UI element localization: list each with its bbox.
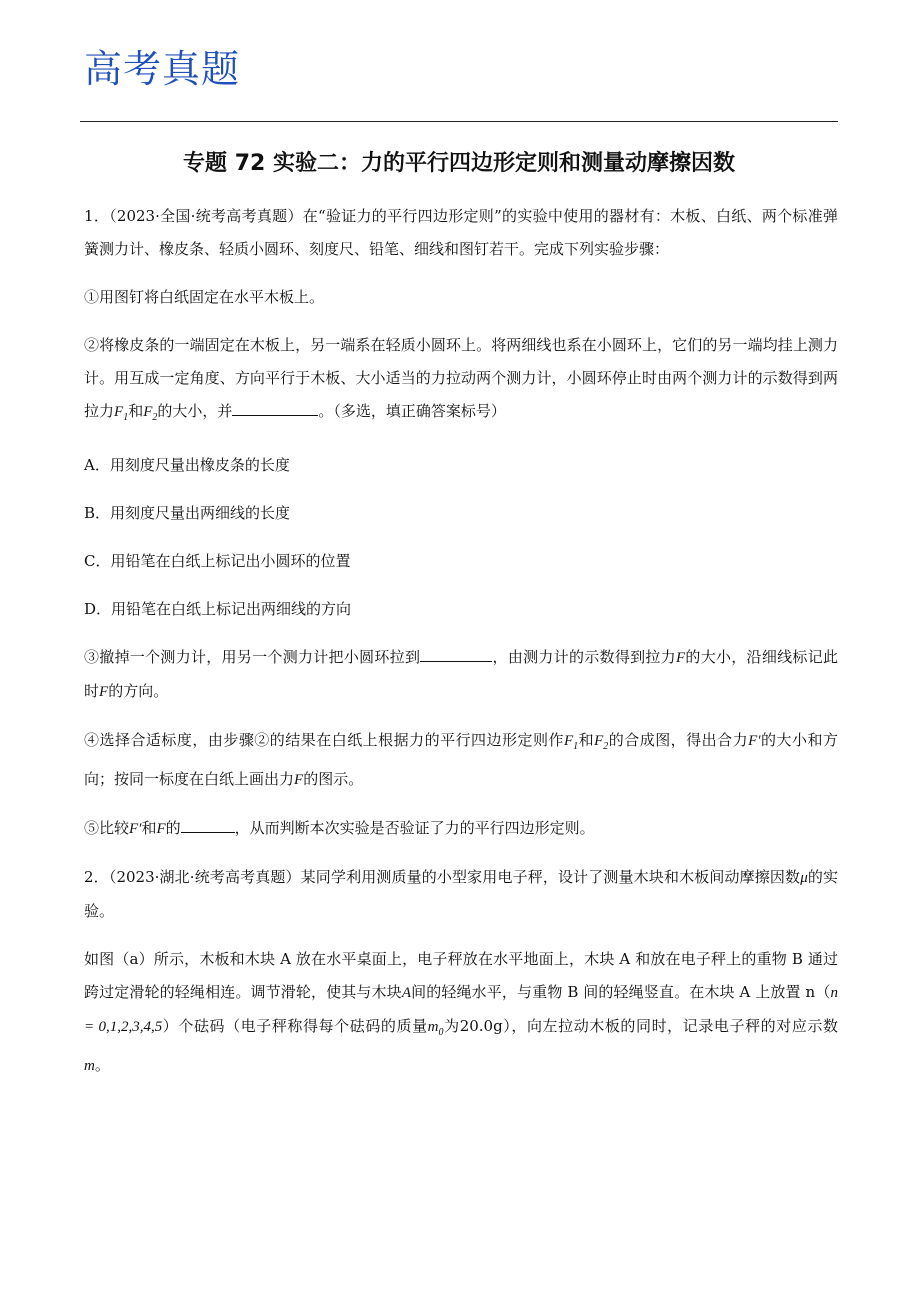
symbol-f: F	[156, 821, 166, 837]
q1-step3-text-a: ③撤掉一个测力计，用另一个测力计把小圆环拉到	[84, 648, 421, 666]
document-body	[84, 200, 838, 1098]
option-c: C．用铅笔在白纸上标记出小圆环的位置	[84, 552, 351, 570]
q1-step5-text-c: ，从而判断本次实验是否验证了力的平行四边形定则。	[234, 819, 595, 837]
q2-intro-text-a: 2．（2023·湖北·统考高考真题）某同学利用测质量的小型家用电子秤，设计了测量木块和木板间动摩擦因数	[84, 868, 801, 886]
q2-para-text-c: ）个砝码（电子秤称得每个砝码的质量	[162, 1017, 428, 1035]
answer-blank-1[interactable]	[232, 399, 318, 416]
brand-title: 高考真题	[84, 47, 241, 91]
option-d: D．用铅笔在白纸上标记出两细线的方向	[84, 600, 352, 618]
q1-step2-text-c: 。（多选，填正确答案标号）	[318, 402, 506, 420]
q1-step3	[84, 641, 838, 709]
q1-step2-text-b: 的大小，并	[157, 402, 233, 420]
q1-step5	[84, 812, 838, 846]
q1-step4-text-b: 的合成图，得出合力	[608, 731, 749, 749]
page-title: 专题 72 实验二：力的平行四边形定则和测量动摩擦因数	[183, 151, 735, 176]
symbol-f: F	[294, 772, 304, 788]
option-a: A．用刻度尺量出橡皮条的长度	[84, 456, 290, 474]
q1-step5-text-b: 的	[165, 819, 181, 837]
q1-step5-and: 和	[141, 819, 157, 837]
mass-value: 20.0g	[459, 1017, 503, 1035]
symbol-f1: $F_1$	[563, 733, 579, 752]
option-b: B．用刻度尺量出两细线的长度	[84, 504, 291, 522]
q1-step2-and: 和	[128, 402, 144, 420]
q1-step4	[84, 724, 838, 797]
q1-intro: 1．（2023·全国·统考高考真题）在“验证力的平行四边形定则”的实验中使用的器材有：木板、白纸、两个标准弹簧测力计、橡皮条、轻质小圆环、刻度尺、铅笔、细线和图钉若干。完成下列实验步骤：	[84, 207, 838, 258]
q1-step4-text-d: 的图示。	[303, 770, 364, 788]
q2-intro-text-b: 的实验。	[84, 868, 838, 920]
q1-step2	[84, 329, 838, 434]
q2-para-text-b: 间的轻绳水平，与重物 B 间的轻绳竖直。在木块 A 上放置 n（	[410, 983, 831, 1001]
symbol-n-set: n = 0,1,2,3,4,5	[84, 985, 838, 1035]
q1-step1: ①用图钉将白纸固定在水平木板上。	[84, 288, 325, 306]
symbol-f-prime: F′	[129, 821, 142, 837]
q1-step3-text-c: 的大小，沿细线标记此时	[84, 648, 838, 700]
symbol-f-prime: F′	[748, 733, 761, 749]
symbol-f2: $F_2$	[594, 733, 609, 752]
q1-step4-text-a: ④选择合适标度，由步骤②的结果在白纸上根据力的平行四边形定则作	[84, 731, 564, 749]
symbol-f2: $F_2$	[143, 404, 158, 423]
symbol-f1: $F_1$	[114, 404, 129, 423]
q1-step4-and: 和	[578, 731, 595, 749]
symbol-a: A	[401, 985, 411, 1001]
q2-intro	[84, 861, 838, 928]
answer-blank-2[interactable]	[420, 645, 492, 662]
q1-step5-text-a: ⑤比较	[84, 819, 130, 837]
q1-step2-text-a: ②将橡皮条的一端固定在木板上，另一端系在轻质小圆环上。将两细线也系在小圆环上，它们的另一端均挂上测力计。用互成一定角度、方向平行于木板、大小适当的力拉动两个测力计，小圆环停止时由两个测力计的示数得到两拉力	[84, 336, 838, 420]
q2-para-text-f: 。	[94, 1056, 110, 1074]
q1-step3-text-d: 的方向。	[108, 682, 169, 700]
header-divider	[80, 121, 838, 122]
q2-para-text-d: 为	[443, 1017, 460, 1035]
q2-para-text-a: 如图（a）所示，木板和木块 A 放在水平桌面上，电子秤放在水平地面上，木块 A 和放在电子秤上的重物 B 通过跨过定滑轮的轻绳相连。调节滑轮，使其与木块	[84, 950, 838, 1001]
q2-para-text-e: ），向左拉动木板的同时，记录电子秤的对应示数	[502, 1017, 838, 1035]
symbol-m0: $m_0$	[427, 1019, 444, 1038]
answer-blank-3[interactable]	[181, 816, 235, 833]
q1-step4-text-c: 的大小和方向；按同一标度在白纸上画出力	[84, 731, 838, 788]
symbol-f: F	[675, 650, 686, 666]
symbol-mu: μ	[800, 870, 808, 886]
q1-step3-text-b: ，由测力计的示数得到拉力	[492, 648, 676, 666]
q2-paragraph	[84, 943, 838, 1083]
symbol-f: F	[99, 684, 109, 700]
symbol-m: m	[84, 1058, 95, 1074]
